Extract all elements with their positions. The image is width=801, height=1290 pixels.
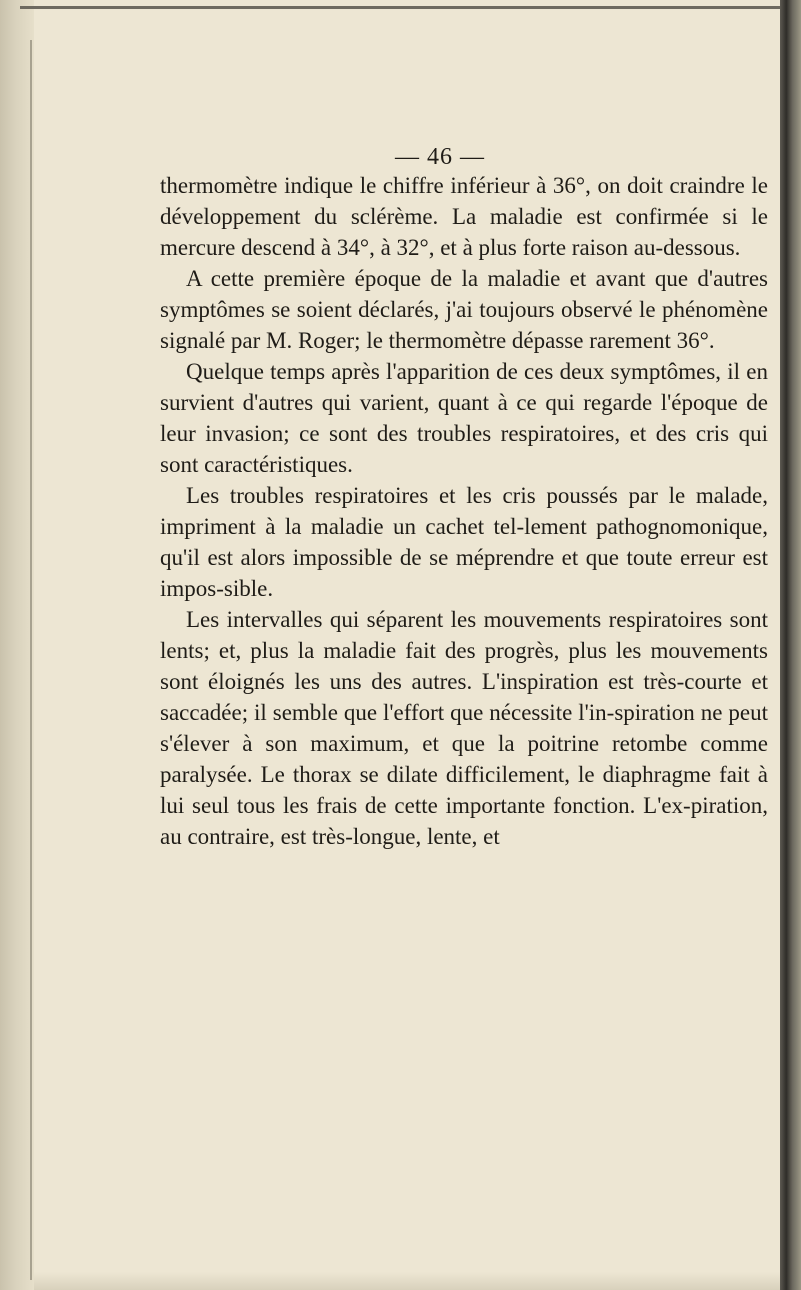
- page-bottom-shadow: [34, 1272, 780, 1290]
- binding-line: [30, 40, 32, 1280]
- paragraph-5: Les intervalles qui séparent les mouvements respiratoires sont lents; et, plus la maladie fait des progrès, plus les mouvements sont éloignés les uns des autres. L'inspiration est très-courte et saccadée; il semble que l'effort que nécessite l'in-spiration ne peut s'élever à son maximum, et que la poitrine retombe comme paralysée. Le thorax se dilate difficilement, le diaphragme fait à lui seul tous les frais de cette importante fonction. L'ex-piration, au contraire, est très-longue, lente, et: [160, 607, 768, 849]
- paragraph-3: Quelque temps après l'apparition de ces deux symptômes, il en survient d'autres qui varient, quant à ce qui regarde l'époque de leur invasion; ce sont des troubles respiratoires, et des cris qui sont caractéristiques.: [160, 359, 768, 477]
- paragraph-2: A cette première époque de la maladie et avant que d'autres symptômes se soient déclarés, j'ai toujours observé le phénomène signalé par M. Roger; le thermomètre dépasse rarement 36°.: [160, 266, 768, 353]
- page-right-edge: [780, 0, 801, 1290]
- top-rule: [20, 6, 790, 9]
- body-text: [160, 170, 768, 852]
- paragraph-4: Les troubles respiratoires et les cris poussés par le malade, impriment à la maladie un cachet tel-lement pathognomonique, qu'il est alors impossible de se méprendre et que toute erreur est impos-sible.: [160, 483, 768, 601]
- page-left-margin-shadow: [0, 0, 34, 1290]
- paragraph-1: thermomètre indique le chiffre inférieur à 36°, on doit craindre le développement du sclérème. La maladie est confirmée si le mercure descend à 34°, à 32°, et à plus forte raison au-dessous.: [160, 173, 768, 260]
- page-number: — 46 —: [395, 144, 485, 170]
